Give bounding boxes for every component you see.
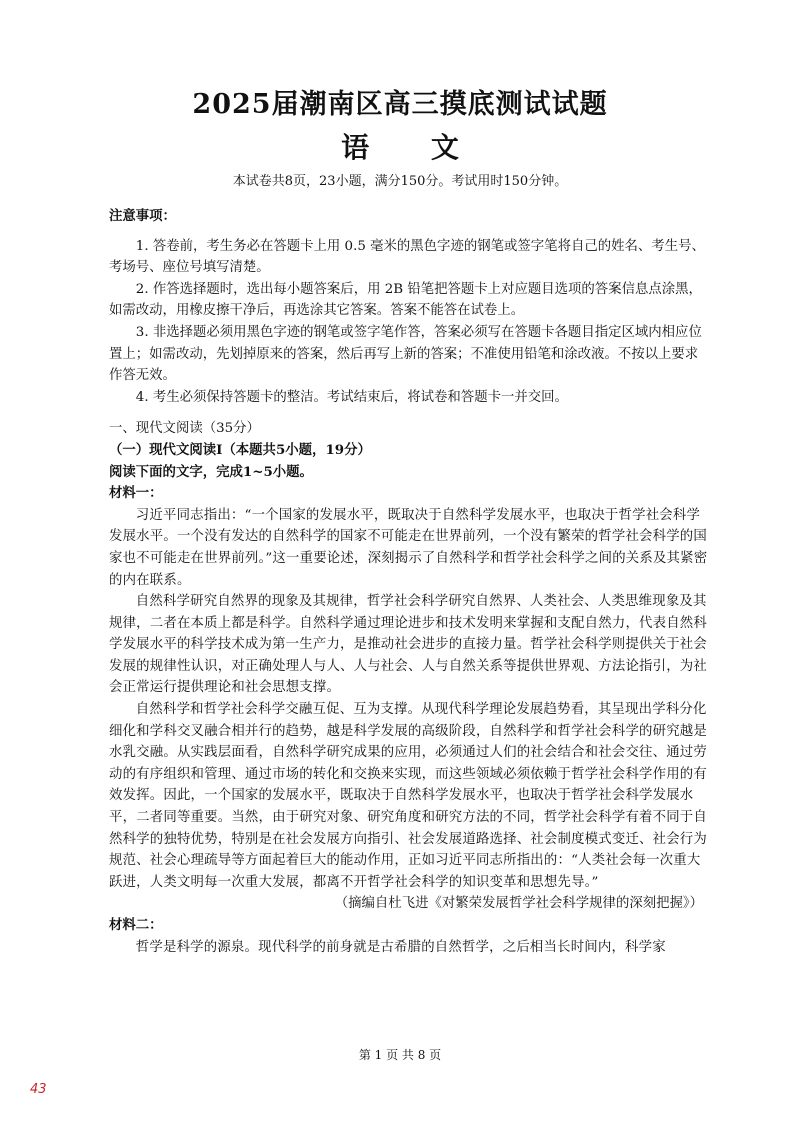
exam-info: 本试卷共8页，23小题，满分150分。考试用时150分钟。	[232, 174, 568, 189]
subject-title: 语 文	[341, 131, 485, 164]
notice-item: 1. 答卷前，考生务必在答题卡上用 0.5 毫米的黑色字迹的钢笔或签字笔将自己的姓名、考生号、考场号、座位号填写清楚。	[109, 238, 705, 276]
material-2-paragraph: 哲学是科学的源泉。现代科学的前身就是古希腊的自然哲学，之后相当长时间内，科学家	[135, 939, 666, 955]
material-2-label: 材料二：	[109, 917, 163, 933]
material-1-label: 材料一：	[109, 485, 163, 502]
notice-item: 2. 作答选择题时，选出每小题答案后，用 2B 铅笔把答题卡上对应题目选项的答案信息点涂黑，如需改动，用橡皮擦干净后，再选涂其它答案。答案不能答在试卷上。	[109, 281, 702, 319]
reading-instruction: 阅读下面的文字，完成1~5小题。	[109, 463, 313, 480]
notice-item: 3. 非选择题必须用黑色字迹的钢笔或签字笔作答，答案必须写在答题卡各题目指定区域内相应位置上；如需改动，先划掉原来的答案，然后再写上新的答案；不准使用铅笔和涂改液。不按以上要求作答无效。	[109, 324, 702, 384]
exam-content	[109, 204, 709, 958]
exam-title: 2025届潮南区高三摸底测试试题	[192, 89, 608, 120]
notice-item: 4. 考生必须保持答题卡的整洁。考试结束后，将试卷和答题卡一并交回。	[135, 389, 568, 405]
subsection-heading: （一）现代文阅读Ⅰ（本题共5小题，19分）	[109, 441, 371, 458]
corner-mark: 43	[30, 1082, 47, 1097]
material-1-paragraph: 习近平同志指出：“一个国家的发展水平，既取决于自然科学发展水平，也取决于哲学社会科学发展水平。一个没有发达的自然科学的国家不可能走在世界前列，一个没有繁荣的哲学社会科学的国家也不可能走在世界前列。”这一重要论述，深刻揭示了自然科学和哲学社会科学之间的关系及其紧密的内在联系。	[109, 507, 708, 588]
notice-heading: 注意事项：	[109, 208, 176, 224]
section-heading: 一、现代文阅读（35分）	[109, 421, 260, 437]
material-1-paragraph: 自然科学和哲学社会科学交融互促、互为支撑。从现代科学理论发展趋势看，其呈现出学科分化细化和学科交叉融合相并行的趋势，越是科学发展的高级阶段，自然科学和哲学社会科学的研究越是水乳交融。从实践层面看，自然科学研究成果的应用，必须通过人们的社会结合和社会交往、通过劳动的有序组织和管理、通过市场的转化和交换来实现，而这些领域必须依赖于哲学社会科学作用的有效发挥。因此，一个国家的发展水平，既取决于自然科学发展水平，也取决于哲学社会科学发展水平，二者同等重要。当然，由于研究对象、研究角度和研究方法的不同，哲学社会科学有着不同于自然科学的独特优势，特别是在社会发展方向指引、社会发展道路选择、社会制度模式变迁、社会行为规范、社会心理疏导等方面起着巨大的能动作用，正如习近平同志所指出的：“人类社会每一次重大跃进，人类文明每一次重大发展，都离不开哲学社会科学的知识变革和思想先导。”	[109, 702, 707, 890]
material-1-source: （摘编自杜飞进《对繁荣发展哲学社会科学规律的深刻把握》）	[334, 896, 703, 912]
page-footer: 第 1 页 共 8 页	[358, 1048, 442, 1062]
material-1-paragraph: 自然科学研究自然界的现象及其规律，哲学社会科学研究自然界、人类社会、人类思维现象及其规律，二者在本质上都是科学。自然科学通过理论进步和技术发明来掌握和支配自然力，代表自然科学发展水平的科学技术成为第一生产力，是推动社会进步的直接力量。哲学社会科学则提供关于社会发展的规律性认识，对正确处理人与人、人与社会、人与自然关系等提供世界观、方法论指引，为社会正常运行提供理论和社会思想支撑。	[109, 594, 707, 696]
